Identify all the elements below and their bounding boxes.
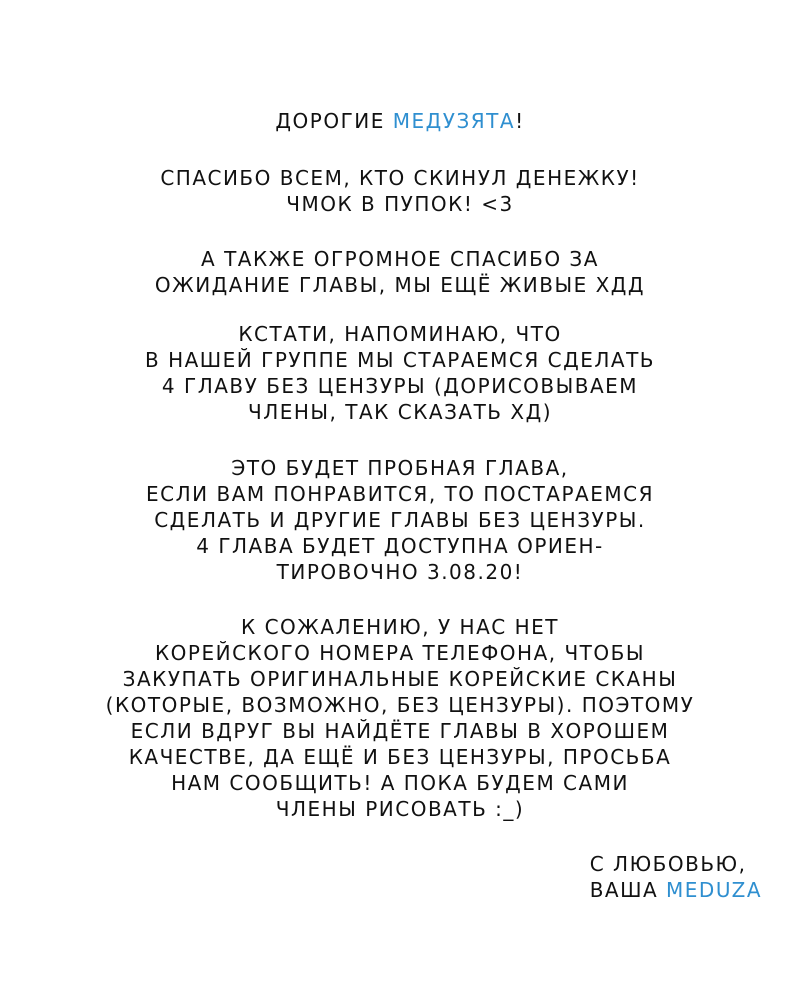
- signature-brand: MEDUZA: [666, 878, 762, 902]
- paragraph-line: ТИРОВОЧНО 3.08.20!: [276, 560, 524, 584]
- paragraph-trial-chapter: [0, 455, 800, 585]
- paragraph-line: КАЧЕСТВЕ, ДА ЕЩЁ И БЕЗ ЦЕНЗУРЫ, ПРОСЬБА: [128, 745, 672, 769]
- paragraph-line: ОЖИДАНИЕ ГЛАВЫ, МЫ ЕЩЁ ЖИВЫЕ ХДД: [154, 273, 646, 297]
- paragraph-line: А ТАКЖЕ ОГРОМНОЕ СПАСИБО ЗА: [201, 247, 599, 271]
- signature-line-1: С ЛЮБОВЬЮ,: [589, 852, 747, 876]
- paragraph-line: КОРЕЙСКОГО НОМЕРА ТЕЛЕФОНА, ЧТОБЫ: [154, 641, 646, 665]
- greeting-prefix: ДОРОГИЕ: [275, 109, 393, 133]
- paragraph-line: К СОЖАЛЕНИЮ, У НАС НЕТ: [241, 615, 559, 639]
- signature-prefix: ВАША: [589, 878, 667, 902]
- paragraph-line: ЧЛЕНЫ РИСОВАТЬ :_): [275, 797, 525, 821]
- greeting-highlight: МЕДУЗЯТА: [392, 109, 516, 133]
- paragraph-line: 4 ГЛАВА БУДЕТ ДОСТУПНА ОРИЕН-: [196, 534, 604, 558]
- paragraph-line: ЧМОК В ПУПОК! <3: [286, 192, 514, 216]
- paragraph-line: ЭТО БУДЕТ ПРОБНАЯ ГЛАВА,: [231, 456, 569, 480]
- paragraph-korean-scans: [0, 614, 800, 822]
- paragraph-line: СПАСИБО ВСЕМ, КТО СКИНУЛ ДЕНЕЖКУ!: [160, 166, 640, 190]
- paragraph-thanks-donations: [0, 165, 800, 217]
- paragraph-line: ЕСЛИ ВДРУГ ВЫ НАЙДЁТЕ ГЛАВЫ В ХОРОШЕМ: [130, 719, 670, 743]
- paragraph-thanks-waiting: [0, 246, 800, 298]
- paragraph-line: В НАШЕЙ ГРУППЕ МЫ СТАРАЕМСЯ СДЕЛАТЬ: [144, 348, 656, 372]
- paragraph-line: (КОТОРЫЕ, ВОЗМОЖНО, БЕЗ ЦЕНЗУРЫ). ПОЭТОМУ: [105, 693, 695, 717]
- paragraph-line: ЕСЛИ ВАМ ПОНРАВИТСЯ, ТО ПОСТАРАЕМСЯ: [146, 482, 654, 506]
- paragraph-line: СДЕЛАТЬ И ДРУГИЕ ГЛАВЫ БЕЗ ЦЕНЗУРЫ.: [154, 508, 646, 532]
- greeting-suffix: !: [515, 109, 525, 133]
- signature-line-2: [590, 877, 762, 903]
- paragraph-line: КСТАТИ, НАПОМИНАЮ, ЧТО: [238, 322, 562, 346]
- paragraph-uncensored-chapter: [0, 321, 800, 425]
- greeting-line: [0, 108, 800, 134]
- paragraph-line: 4 ГЛАВУ БЕЗ ЦЕНЗУРЫ (ДОРИСОВЫВАЕМ: [161, 374, 639, 398]
- paragraph-line: НАМ СООБЩИТЬ! А ПОКА БУДЕМ САМИ: [171, 771, 629, 795]
- paragraph-line: ЧЛЕНЫ, ТАК СКАЗАТЬ ХД): [247, 400, 552, 424]
- paragraph-line: ЗАКУПАТЬ ОРИГИНАЛЬНЫЕ КОРЕЙСКИЕ СКАНЫ: [122, 667, 678, 691]
- signature: [590, 851, 762, 903]
